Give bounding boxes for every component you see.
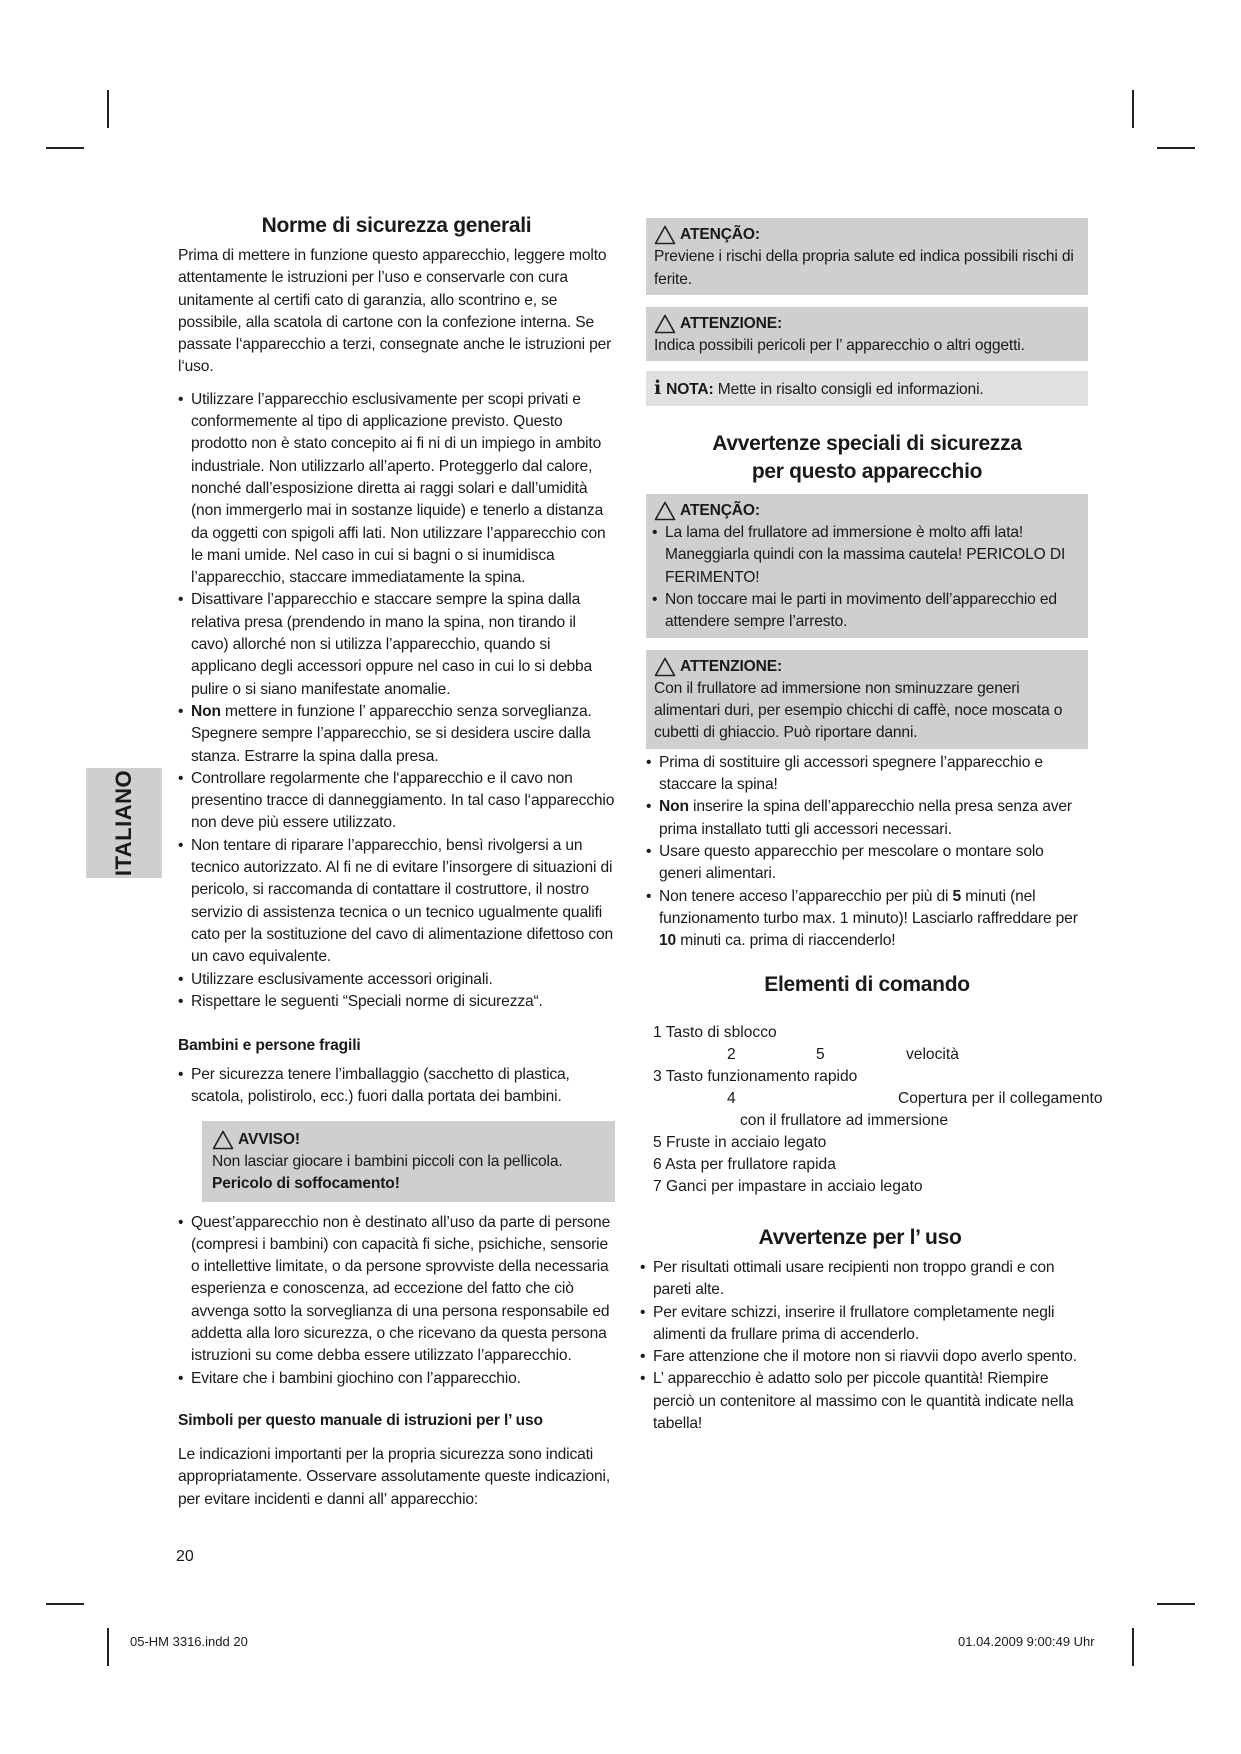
usage-section bbox=[640, 1224, 1080, 1435]
warning-triangle-icon bbox=[654, 314, 676, 334]
general-safety-title: Norme di sicurezza generali bbox=[261, 214, 532, 237]
appliance-list bbox=[646, 752, 1088, 953]
children-list bbox=[178, 1064, 615, 1109]
list-item: • Utilizzare esclusivamente accessori originali. bbox=[178, 969, 615, 991]
attenzione-heading: ATTENZIONE: bbox=[680, 314, 783, 332]
notice-box-attenzione-2 bbox=[646, 650, 1088, 749]
atencao-2-heading: ATENÇÃO: bbox=[680, 501, 760, 519]
list-item: • Non toccare mai le parti in movimento dell’apparecchio ed attendere sempre l’arresto. bbox=[652, 589, 1080, 634]
warning-box-avviso bbox=[202, 1121, 615, 1202]
warning-triangle-icon bbox=[654, 225, 676, 245]
list-item bbox=[646, 886, 1088, 953]
list-item: • La lama del frullatore ad immersione è molto affi lata! Maneggiarla quindi con la massima cautela! PERICOLO DI FERIMENTO! bbox=[652, 522, 1080, 589]
nota-text: Mette in risalto consigli ed informazioni. bbox=[713, 381, 984, 399]
symbols-heading: Simboli per questo manuale di istruzioni per l’ uso bbox=[178, 1411, 543, 1429]
page-number: 20 bbox=[176, 1548, 194, 1565]
notice-box-nota bbox=[646, 371, 1088, 405]
list-item: • Per sicurezza tenere l’imballaggio (sacchetto di plastica, scatola, polistirolo, ecc.) fuori dalla portata dei bambini. bbox=[178, 1064, 615, 1109]
attenzione-text: Indica possibili pericoli per l’ apparecchio o altri oggetti. bbox=[654, 337, 1025, 355]
crop-mark bbox=[107, 1628, 109, 1666]
left-column bbox=[178, 212, 615, 1511]
list-item-text: minuti (nel funzionamento turbo max. 1 minuto)! Lasciarlo raffreddare per bbox=[659, 887, 1078, 927]
list-item bbox=[646, 796, 1088, 841]
control-2-label: velocità bbox=[906, 1046, 959, 1063]
crop-mark bbox=[1132, 1628, 1134, 1666]
avviso-bold-text: Pericolo di soffocamento! bbox=[212, 1175, 400, 1193]
crop-mark bbox=[1157, 147, 1195, 149]
control-3: 3 Tasto funzionamento rapido bbox=[653, 1068, 858, 1085]
list-item bbox=[178, 701, 615, 768]
symbols-paragraph: Le indicazioni importanti per la propria sicurezza sono indicati appropriatamente. Osservare assolutamente queste indicazioni, per evitare incidenti e danni all’ apparecchio: bbox=[178, 1445, 611, 1508]
special-safety-title bbox=[646, 430, 1088, 486]
crop-mark bbox=[1132, 90, 1134, 128]
footer-file: 05-HM 3316.indd 20 bbox=[130, 1634, 248, 1649]
control-2-number: 2 bbox=[727, 1046, 736, 1063]
list-item: • Prima di sostituire gli accessori spegnere l’apparecchio e staccare la spina! bbox=[646, 752, 1088, 797]
crop-mark bbox=[46, 147, 84, 149]
control-7: 7 Ganci per impastare in acciaio legato bbox=[653, 1178, 923, 1195]
right-column bbox=[646, 218, 1088, 999]
children-list-2 bbox=[178, 1212, 615, 1390]
control-4-label-2: con il frullatore ad immersione bbox=[740, 1112, 949, 1129]
list-item-text: mettere in funzione l’ apparecchio senza sorveglianza. Spegnere sempre l’apparecchio, se si desidera uscire dalla stanza. Estrarre la spina dalla presa. bbox=[191, 702, 592, 765]
warning-triangle-icon bbox=[654, 657, 676, 677]
controls-title: Elementi di comando bbox=[764, 973, 970, 997]
list-item: • Utilizzare l’apparecchio esclusivamente per scopi privati e conformemente al tipo di applicazione previsto. Questo prodotto non è stato concepito ai fi ni di un impiego in ambito industriale. Non utilizzarlo all’aperto. Proteggerlo dal calore, nonché dall’esposizione diretta ai raggi solari e dall’umidità (non immergerlo mai in sostanze liquide) e tenerlo a distanza da oggetti con spigoli affi lati. Non utilizzare l’apparecchio con le mani umide. Nel caso in cui si bagni o si inumidisca l’apparecchio, staccare immediatamente la spina. bbox=[178, 389, 615, 590]
atencao-text: Previene i rischi della propria salute ed indica possibili rischi di ferite. bbox=[654, 248, 1074, 288]
usage-title: Avvertenze per l’ uso bbox=[758, 1226, 962, 1249]
list-item-text: inserire la spina dell’apparecchio nella presa senza aver prima installato tutti gli accessori necessari. bbox=[659, 798, 1072, 838]
list-item: • Usare questo apparecchio per mescolare o montare solo generi alimentari. bbox=[646, 841, 1088, 886]
info-icon: i bbox=[654, 377, 662, 400]
control-5: 5 Fruste in acciaio legato bbox=[653, 1134, 827, 1151]
list-item: • Non tentare di riparare l’apparecchio, bensì rivolgersi a un tecnico autorizzato. Al fi ne di evitare l’insorgere di situazioni di pericolo, si raccomanda di contattare il costruttore, il nostro servizio di assistenza tecnica o un tecnico ugualmente qualifi cato per la sostituzione del cavo di alimentazione difettoso con un cavo equivalente. bbox=[178, 835, 615, 969]
special-safety-title-line1: Avvertenze speciali di sicurezza bbox=[712, 431, 1022, 455]
control-6: 6 Asta per frullatore rapida bbox=[653, 1156, 836, 1173]
notice-box-atencao-2 bbox=[646, 494, 1088, 638]
list-item: • Rispettare le seguenti “Speciali norme di sicurezza“. bbox=[178, 991, 615, 1013]
warning-triangle-icon bbox=[654, 501, 676, 521]
children-heading: Bambini e persone fragili bbox=[178, 1037, 361, 1055]
bold-text: Non bbox=[659, 798, 689, 816]
list-item: • Per risultati ottimali usare recipienti non troppo grandi e con pareti alte. bbox=[640, 1257, 1080, 1302]
attenzione-2-heading: ATTENZIONE: bbox=[680, 657, 783, 675]
list-item: • Quest’apparecchio non è destinato all’uso da parte di persone (compresi i bambini) con capacità fi siche, psichiche, sensorie o intellettive limitate, o da persone sprovviste della necessaria esperienza e conoscenza, ad eccezione del fatto che ciò avvenga sotto la sorveglianza di una persona responsabile ed addetta alla loro sicurezza, o che ricevano da questa persona istruzioni su come debba essere utilizzato l’apparecchio. bbox=[178, 1212, 615, 1368]
list-item: • Per evitare schizzi, inserire il frullatore completamente negli alimenti da frullare prima di accenderlo. bbox=[640, 1302, 1080, 1347]
language-tab-label: ITALIANO bbox=[111, 769, 136, 877]
attenzione-2-text: Con il frullatore ad immersione non sminuzzare generi alimentari duri, per esempio chicchi di caffè, noce moscata o cubetti di ghiaccio. Può riportare danni. bbox=[654, 679, 1063, 742]
nota-heading: NOTA: bbox=[666, 381, 714, 399]
crop-mark bbox=[107, 90, 109, 128]
bold-text: 10 bbox=[659, 932, 677, 950]
safety-list bbox=[178, 389, 615, 1013]
footer-date: 01.04.2009 9:00:49 Uhr bbox=[958, 1634, 1095, 1649]
avviso-heading: AVVISO! bbox=[238, 1130, 300, 1148]
bold-text: 5 bbox=[952, 887, 962, 905]
list-item: • Controllare regolarmente che l‘apparecchio e il cavo non presentino tracce di danneggiamento. In tal caso l‘apparecchio non deve più essere utilizzato. bbox=[178, 768, 615, 835]
warning-triangle-icon bbox=[212, 1130, 234, 1150]
intro-paragraph: Prima di mettere in funzione questo apparecchio, leggere molto attentamente le istruzioni per l’uso e conservarle con cura unitamente al certifi cato di garanzia, allo scontrino e, se possibile, alla scatola di cartone con la confezione interna. Se passate l‘apparecchio a terzi, consegnate anche le istruzioni per l‘uso. bbox=[178, 247, 612, 376]
atencao-heading: ATENÇÃO: bbox=[680, 226, 760, 243]
notice-box-attenzione bbox=[646, 307, 1088, 362]
list-item: • Fare attenzione che il motore non si riavvii dopo averlo spento. bbox=[640, 1346, 1080, 1368]
notice-box-atencao bbox=[646, 218, 1088, 295]
atencao-2-list bbox=[652, 522, 1080, 633]
avviso-text: Non lasciar giocare i bambini piccoli con la pellicola. bbox=[212, 1152, 563, 1170]
list-item: • Evitare che i bambini giochino con l’apparecchio. bbox=[178, 1368, 615, 1390]
list-item-text: minuti ca. prima di riaccenderlo! bbox=[676, 932, 896, 950]
control-1: 1 Tasto di sblocco bbox=[653, 1024, 777, 1041]
usage-list bbox=[640, 1257, 1080, 1435]
list-item-text: Non tenere acceso l’apparecchio per più di bbox=[659, 887, 953, 905]
control-4-number: 4 bbox=[727, 1090, 736, 1107]
control-4-label: Copertura per il collegamento bbox=[898, 1090, 1103, 1107]
crop-mark bbox=[1157, 1603, 1195, 1605]
list-item: • L’ apparecchio è adatto solo per piccole quantità! Riempire perciò un contenitore al massimo con le quantità indicate nella tabella! bbox=[640, 1368, 1080, 1435]
list-item: • Disattivare l’apparecchio e staccare sempre la spina dalla relativa presa (prendendo in mano la spina, non tirando il cavo) allorché non si utilizza l’apparecchio, quando si applicano degli accessori oppure nel caso in cui lo si debba pulire o si siano manifestate anomalie. bbox=[178, 589, 615, 700]
control-2-max: 5 bbox=[816, 1046, 825, 1063]
crop-mark bbox=[46, 1603, 84, 1605]
language-tab bbox=[86, 768, 162, 878]
special-safety-title-line2: per questo apparecchio bbox=[751, 459, 983, 483]
bold-text: Non bbox=[191, 702, 221, 720]
